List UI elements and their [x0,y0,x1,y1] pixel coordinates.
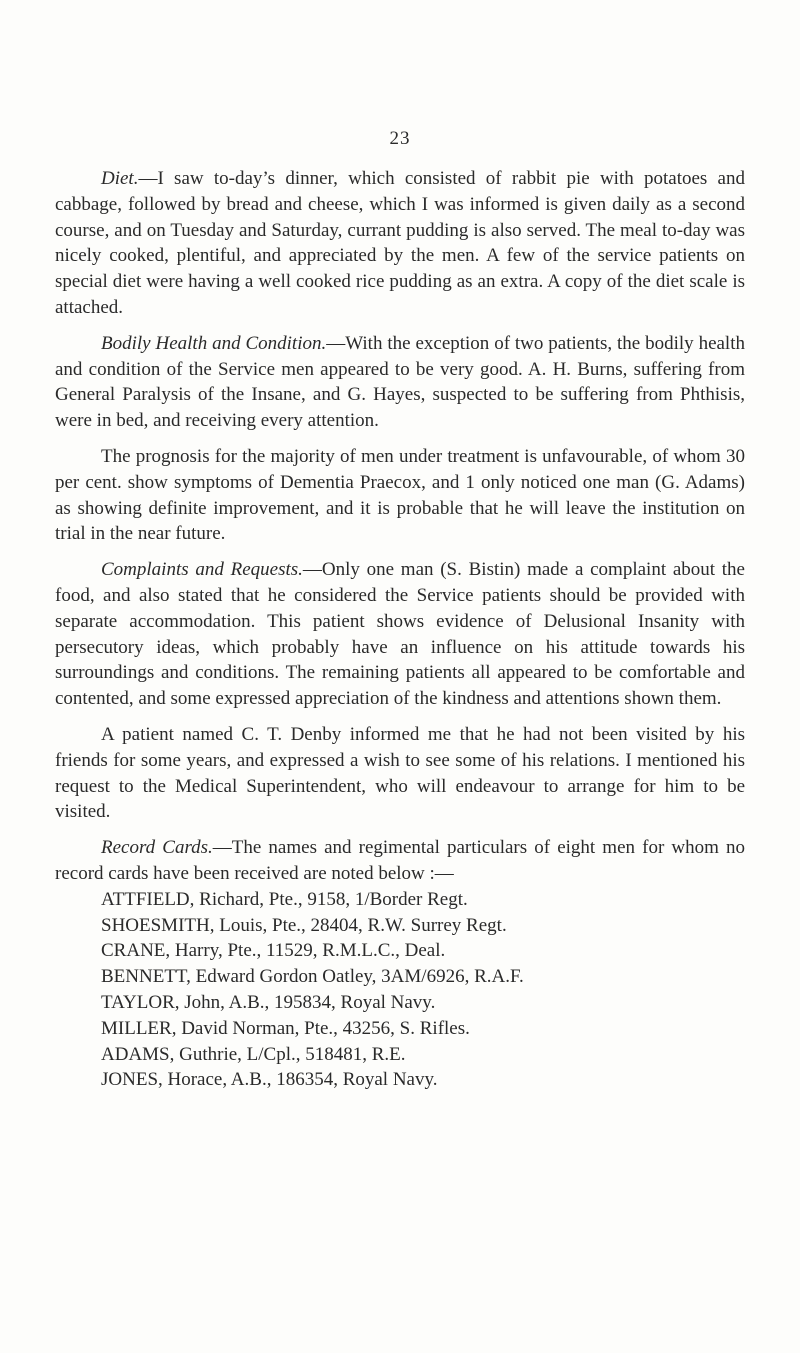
list-item: ADAMS, Guthrie, L/Cpl., 518481, R.E. [101,1043,406,1065]
section-heading: Diet. [101,168,139,189]
paragraph-denby [55,722,745,825]
record-list [55,887,745,1093]
list-item: MILLER, David Norman, Pte., 43256, S. Rifles. [101,1017,470,1039]
paragraph-complaints [55,557,745,712]
paragraph-bodily-health [55,331,745,434]
section-heading: Bodily Health and Condition. [101,332,327,354]
list-item: CRANE, Harry, Pte., 11529, R.M.L.C., Deal. [101,940,446,962]
page-number: 23 [389,128,411,149]
section-heading: Record Cards. [101,837,213,859]
paragraph-diet [55,166,745,321]
paragraph-text: The prognosis for the majority of men under treatment is unfavourable, of whom 30 per cent. show symptoms of Dementia Praecox, and 1 only noticed one man (G. Adams) as showing definite improvement, and it is probable that he will leave the institution on trial in the near future. [55,445,745,545]
paragraph-text: —The names and regimental particulars of eight men for whom no record cards have been received are noted below :— [55,837,745,884]
list-item: BENNETT, Edward Gordon Oatley, 3AM/6926, R.A.F. [101,966,524,988]
list-item: ATTFIELD, Richard, Pte., 9158, 1/Border Regt. [101,888,468,910]
section-heading: Complaints and Requests. [101,559,303,581]
paragraph-text: —Only one man (S. Bistin) made a complaint about the food, and also stated that he considered the Service patients should be provided with separate accommodation. This patient shows evidence of Delusional Insanity with persecutory ideas, which probably have an influence on his attitude towards his surroundings and conditions. The remaining patients all appeared to be comfortable and contented, and some expressed appreciation of the kindness and attentions shown them. [55,559,745,710]
paragraph-record-cards [55,835,745,887]
list-item: SHOESMITH, Louis, Pte., 28404, R.W. Surrey Regt. [101,914,507,936]
report-body [55,166,745,1093]
paragraph-text: —I saw to-day’s dinner, which consisted of rabbit pie with potatoes and cabbage, followed by bread and cheese, which I was informed is given daily as a second course, and on Tuesday and Saturday, currant pudding is also served. The meal to-day was nicely cooked, plentiful, and appreciated by the men. A few of the service patients on special diet were having a well cooked rice pudding as an extra. A copy of the diet scale is attached. [55,168,745,318]
paragraph-text: A patient named C. T. Denby informed me that he had not been visited by his friends for some years, and expressed a wish to see some of his relations. I mentioned his request to the Medical Superintendent, who will endeavour to arrange for him to be visited. [55,723,745,823]
list-item: TAYLOR, John, A.B., 195834, Royal Navy. [101,991,436,1013]
list-item: JONES, Horace, A.B., 186354, Royal Navy. [101,1069,438,1091]
paragraph-prognosis [55,444,745,547]
paragraph-text: —With the exception of two patients, the bodily health and condition of the Service men appeared to be very good. A. H. Burns, suffering from General Paralysis of the Insane, and G. Hayes, suspected to be suffering from Phthisis, were in bed, and receiving every attention. [55,332,745,432]
